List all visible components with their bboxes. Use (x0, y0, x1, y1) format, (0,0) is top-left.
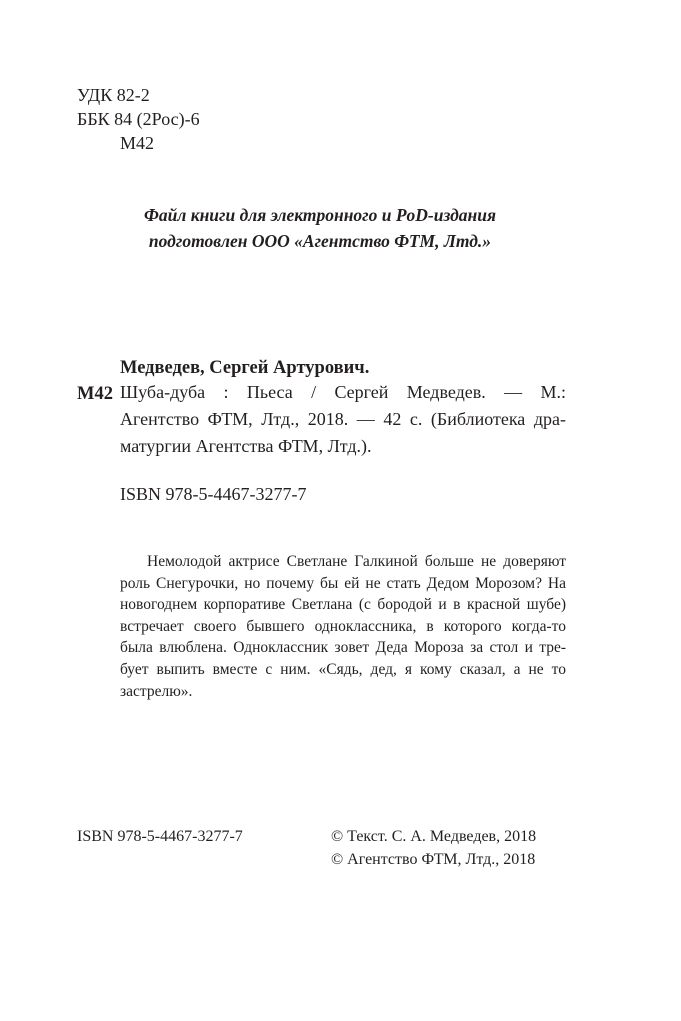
copyright-text: © Текст. С. А. Медведев, 2018 (331, 828, 537, 845)
isbn-record: ISBN 978-5-4467-3277-7 (120, 484, 307, 504)
annotation-line: застрелю». (120, 682, 193, 700)
publisher-notice-line-1: Файл книги для электронного и PoD-издания (144, 205, 496, 225)
annotation-line: роль Снегурочки, но почему бы ей не стать Дедом Морозом? На (120, 574, 566, 592)
bibliographic-line: Шуба-дуба : Пьеса / Сергей Медведев. — М.: (120, 382, 566, 402)
footer-isbn: ISBN 978-5-4467-3277-7 (77, 828, 243, 845)
cipher-mark: М42 (77, 384, 113, 404)
bbk-code: ББК 84 (2Рос)-6 (77, 109, 200, 129)
annotation-line: новогоднем корпоративе Светлана (с бородой и в красной шубе) (120, 596, 566, 614)
annotation-line: Немолодой актрисе Светлане Галкиной больше не доверяют (147, 553, 566, 570)
annotation-line: была влюблена. Одноклассник зовет Деда Мороза за стол и тре- (120, 639, 566, 657)
author-mark: М42 (120, 133, 155, 153)
bibliographic-line: Агентство ФТМ, Лтд., 2018. — 42 с. (Библиотека дра- (120, 409, 566, 429)
udk-code: УДК 82-2 (77, 85, 150, 105)
copyright-publisher: © Агентство ФТМ, Лтд., 2018 (331, 851, 536, 868)
publisher-notice-line-2: подготовлен ООО «Агентство ФТМ, Лтд.» (148, 231, 492, 251)
annotation-line: бует выпить вместе с ним. «Сядь, дед, я кому сказал, а не то (120, 660, 566, 678)
bibliographic-description (120, 379, 566, 460)
annotation-line: встречает своего бывшего одноклассника, в которого когда-то (120, 617, 566, 635)
author-heading: Медведев, Сергей Артурович. (120, 358, 370, 378)
bibliographic-line: матургии Агентства ФТМ, Лтд.). (120, 436, 372, 456)
annotation (120, 551, 566, 702)
